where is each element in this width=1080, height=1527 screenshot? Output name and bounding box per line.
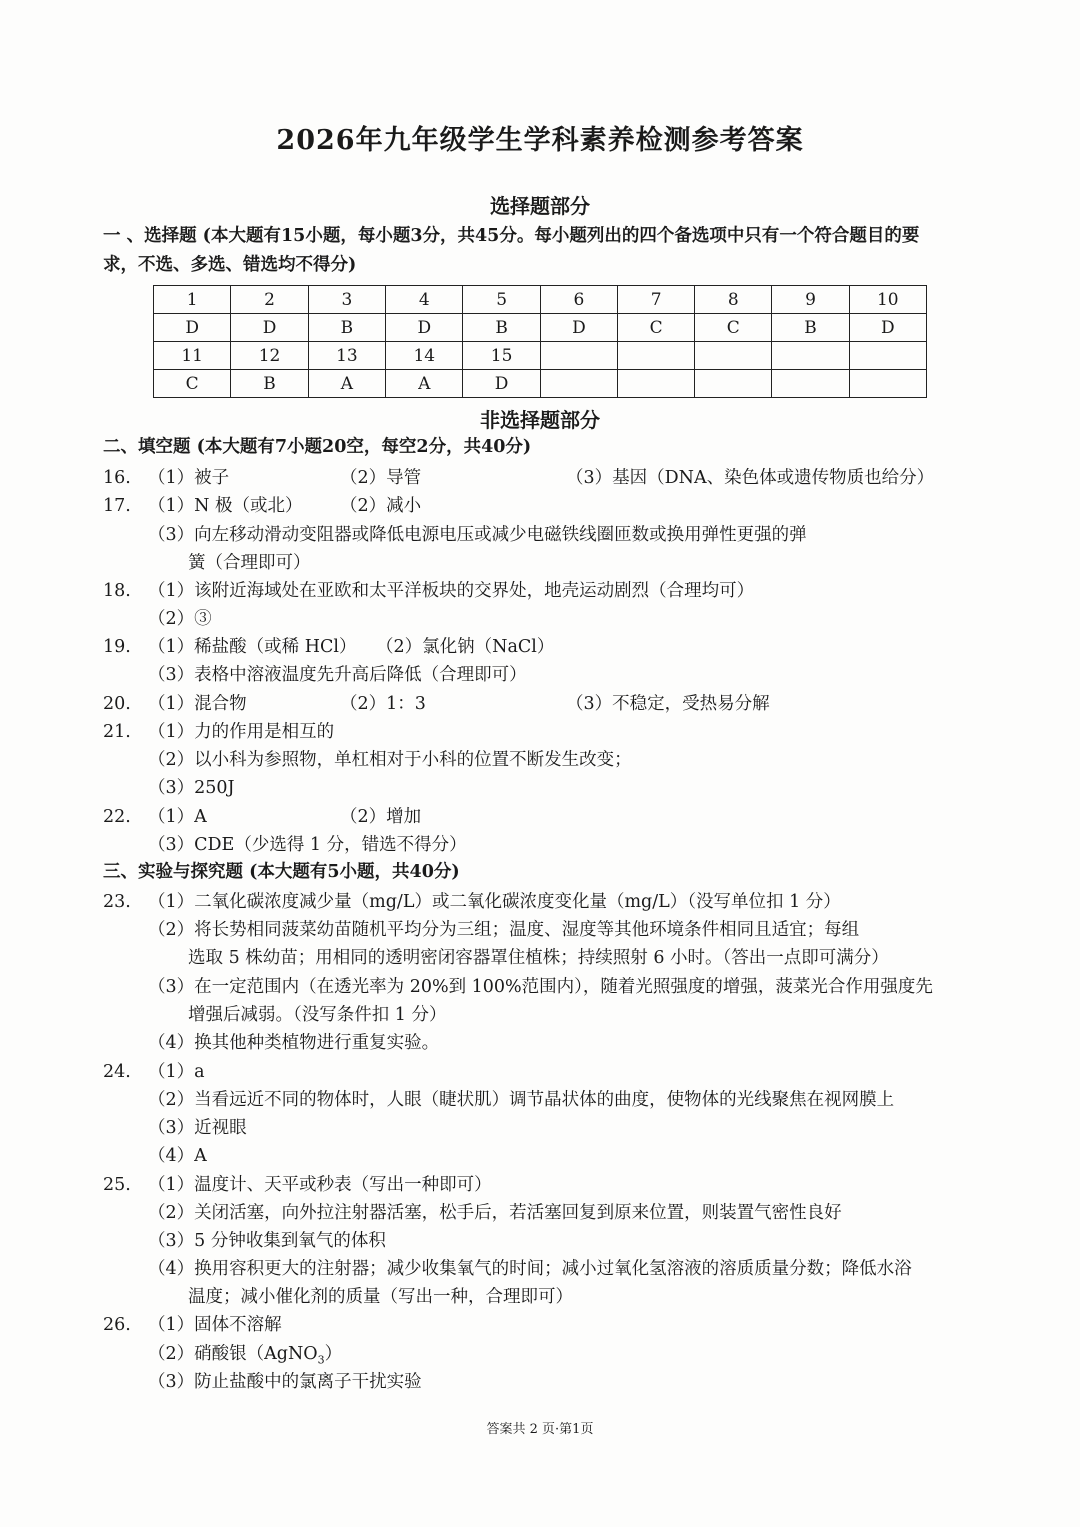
q17-answer-3-line2: 簧（合理即可） [188, 553, 311, 573]
choice-instruction-line2: 求，不选、多选、错选均不得分) [103, 255, 357, 275]
answer-table-cell: C [695, 314, 772, 342]
q20-answer-3: （3）不稳定，受热易分解 [566, 694, 770, 714]
q17-answer-2: （2）减小 [340, 496, 422, 516]
answer-table-row [154, 370, 927, 398]
q24-answer-1: （1）a [148, 1062, 205, 1082]
q18-answer-2: （2）③ [148, 609, 212, 629]
q25-answer-2: （2）关闭活塞，向外拉注射器活塞，松手后，若活塞回复到原来位置，则装置气密性良好 [148, 1203, 842, 1223]
answer-table-cell [618, 342, 695, 370]
q19-answer-2: （2）氯化钠（NaCl） [376, 637, 555, 657]
answer-table-row [154, 286, 927, 314]
q24-answer-4: （4）A [148, 1146, 207, 1166]
q24-answer-2: （2）当看远近不同的物体时，人眼（睫状肌）调节晶状体的曲度，使物体的光线聚焦在视网膜上 [148, 1090, 895, 1110]
answer-table-cell: D [231, 314, 308, 342]
q23-answer-3-line1: （3）在一定范围内（在透光率为 20%到 100%范围内），随着光照强度的增强，菠菜光合作用强度先 [148, 977, 933, 997]
q18-answer-1: （1）该附近海域处在亚欧和太平洋板块的交界处，地壳运动剧烈（合理均可） [148, 581, 755, 601]
answer-table-cell: 2 [231, 286, 308, 314]
page-footer: 答案共 2 页·第1页 [486, 1422, 594, 1437]
answer-table-cell [695, 370, 772, 398]
answer-table-cell: B [772, 314, 849, 342]
q24-answer-3: （3）近视眼 [148, 1118, 247, 1138]
answer-table-cell: B [231, 370, 308, 398]
q21-answer-3: （3）250J [148, 778, 235, 798]
answer-table-cell: 4 [386, 286, 463, 314]
answer-table-cell: 10 [849, 286, 926, 314]
answer-table-cell: B [463, 314, 540, 342]
answer-table-cell [772, 370, 849, 398]
q17-answer-3-line1: （3）向左移动滑动变阻器或降低电源电压或减少电磁铁线圈匝数或换用弹性更强的弹 [148, 525, 807, 545]
choice-section-heading: 选择题部分 [490, 194, 590, 218]
q25-answer-3: （3）5 分钟收集到氧气的体积 [148, 1231, 386, 1251]
question-number: 22. [103, 807, 131, 827]
q26-answer-2-subscript: 3 [317, 1353, 325, 1367]
answer-table-cell [618, 370, 695, 398]
answer-table-cell: C [154, 370, 231, 398]
choice-instruction-line1: 一 、选择题 (本大题有15小题，每小题3分，共45分。每小题列出的四个备选项中只有一个符合题目的要 [103, 226, 920, 246]
answer-table-cell: A [308, 370, 385, 398]
q23-answer-1: （1）二氧化碳浓度减少量（mg/L）或二氧化碳浓度变化量（mg/L）（没写单位扣 1 分） [148, 892, 841, 912]
answer-table-cell: 6 [540, 286, 617, 314]
fill-blank-heading: 二、填空题 (本大题有7小题20空，每空2分，共40分) [103, 437, 532, 457]
q16-answer-2: （2）导管 [340, 468, 422, 488]
q26-answer-2-prefix: （2）硝酸银（AgNO [148, 1344, 318, 1364]
answer-table-cell [540, 342, 617, 370]
q23-answer-4: （4）换其他种类植物进行重复实验。 [148, 1033, 440, 1053]
answer-table-cell: 13 [308, 342, 385, 370]
q26-answer-2-suffix: ） [324, 1344, 343, 1364]
q21-answer-1: （1）力的作用是相互的 [148, 722, 335, 742]
answer-table-row [154, 314, 927, 342]
answer-table-cell [695, 342, 772, 370]
question-number: 26. [103, 1315, 131, 1335]
answer-table-cell: D [849, 314, 926, 342]
q19-answer-1: （1）稀盐酸（或稀 HCl） [148, 637, 357, 657]
answer-table-cell: 12 [231, 342, 308, 370]
experiment-heading: 三、实验与探究题 (本大题有5小题，共40分) [103, 862, 460, 882]
question-number: 25. [103, 1175, 131, 1195]
q19-answer-3: （3）表格中溶液温度先升高后降低（合理即可） [148, 665, 527, 685]
answer-table-cell: D [463, 370, 540, 398]
q22-answer-2: （2）增加 [340, 807, 422, 827]
q16-answer-3: （3）基因（DNA、染色体或遗传物质也给分） [566, 468, 935, 488]
answer-table-row [154, 342, 927, 370]
q23-answer-2-line1: （2）将长势相同菠菜幼苗随机平均分为三组；温度、湿度等其他环境条件相同且适宜；每组 [148, 920, 860, 940]
answer-table-cell: D [154, 314, 231, 342]
question-number: 21. [103, 722, 131, 742]
answer-table-cell: C [618, 314, 695, 342]
answer-table-cell: 8 [695, 286, 772, 314]
answer-table-cell: 1 [154, 286, 231, 314]
answer-table-cell: A [386, 370, 463, 398]
answer-table-cell: 11 [154, 342, 231, 370]
q20-answer-1: （1）混合物 [148, 694, 247, 714]
answer-table-cell: 9 [772, 286, 849, 314]
answer-table-cell: 5 [463, 286, 540, 314]
q26-answer-1: （1）固体不溶解 [148, 1315, 282, 1335]
q17-answer-1: （1）N 极（或北） [148, 496, 303, 516]
answer-table-cell: D [386, 314, 463, 342]
answer-table-cell: B [308, 314, 385, 342]
q26-answer-3: （3）防止盐酸中的氯离子干扰实验 [148, 1372, 422, 1392]
q22-answer-3: （3）CDE（少选得 1 分，错选不得分） [148, 835, 467, 855]
answer-table-cell: D [540, 314, 617, 342]
q23-answer-2-line2: 选取 5 株幼苗；用相同的透明密闭容器罩住植株；持续照射 6 小时。（答出一点即可满分） [188, 948, 889, 968]
question-number: 20. [103, 694, 131, 714]
page-title: 2026年九年级学生学科素养检测参考答案 [276, 125, 804, 156]
answer-table-cell [849, 342, 926, 370]
q23-answer-3-line2: 增强后减弱。（没写条件扣 1 分） [188, 1005, 447, 1025]
question-number: 16. [103, 468, 131, 488]
q25-answer-4-line1: （4）换用容积更大的注射器；减少收集氧气的时间；减小过氧化氢溶液的溶质质量分数；降低水浴 [148, 1259, 912, 1279]
question-number: 19. [103, 637, 131, 657]
choice-answer-table [153, 285, 927, 398]
q16-answer-1: （1）被子 [148, 468, 230, 488]
answer-table-cell [849, 370, 926, 398]
q25-answer-1: （1）温度计、天平或秒表（写出一种即可） [148, 1175, 492, 1195]
nonchoice-section-heading: 非选择题部分 [480, 408, 600, 432]
answer-table-cell [540, 370, 617, 398]
q21-answer-2: （2）以小科为参照物，单杠相对于小科的位置不断发生改变； [148, 750, 632, 770]
question-number: 24. [103, 1062, 131, 1082]
answer-table-cell [772, 342, 849, 370]
answer-table-cell: 14 [386, 342, 463, 370]
question-number: 18. [103, 581, 131, 601]
question-number: 17. [103, 496, 131, 516]
q22-answer-1: （1）A [148, 807, 207, 827]
answer-table-cell: 3 [308, 286, 385, 314]
answer-table-cell: 15 [463, 342, 540, 370]
q20-answer-2: （2）1：3 [340, 694, 426, 714]
q25-answer-4-line2: 温度；减小催化剂的质量（写出一种，合理即可） [188, 1287, 573, 1307]
answer-table-cell: 7 [618, 286, 695, 314]
question-number: 23. [103, 892, 131, 912]
